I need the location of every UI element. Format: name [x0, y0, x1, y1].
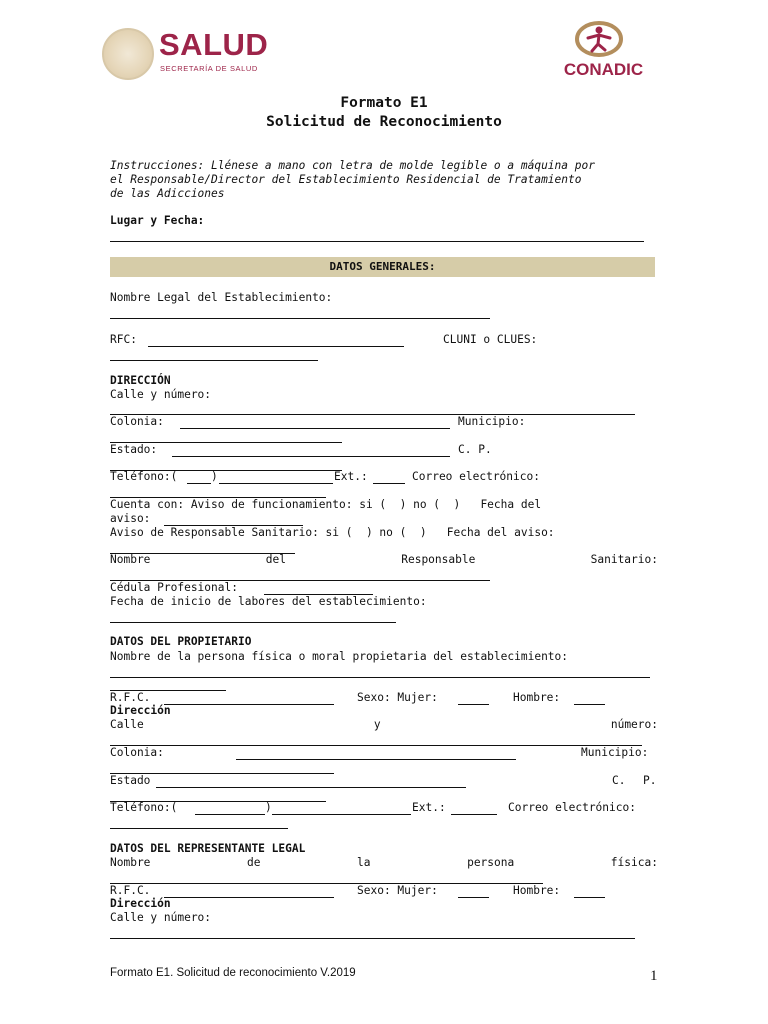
conadic-emblem-icon — [574, 20, 624, 58]
propietario-ext-line[interactable] — [451, 814, 497, 815]
representante-sexo-label: Sexo: Mujer: — [357, 884, 438, 897]
ext-line[interactable] — [373, 483, 405, 484]
colonia-label: Colonia: — [110, 415, 164, 428]
propietario-hombre-label: Hombre: — [513, 691, 561, 704]
footer-text: Formato E1. Solicitud de reconocimiento V.2019 — [110, 967, 356, 979]
propietario-rfc-line[interactable] — [164, 704, 334, 705]
responsable-word: Responsable — [401, 553, 476, 566]
propietario-rfc-label: R.F.C. — [110, 691, 151, 704]
direccion-heading: DIRECCIÓN — [110, 374, 171, 387]
page-number: 1 — [650, 968, 658, 984]
datos-generales-heading: DATOS GENERALES: — [329, 260, 436, 273]
rep-de-word: de — [246, 856, 261, 869]
municipio-label: Municipio: — [458, 415, 526, 428]
instructions-line-2: el Responsable/Director del Establecimiento Residencial de Tratamiento — [110, 173, 582, 186]
propietario-colonia-line[interactable] — [236, 759, 516, 760]
aviso-funcionamiento-label: Cuenta con: Aviso de funcionamiento: si ( ) no ( ) Fecha del — [110, 498, 542, 511]
propietario-telefono-close: ) — [265, 801, 272, 814]
estado-label: Estado: — [110, 443, 158, 456]
calle-label: Calle y número: — [110, 388, 212, 401]
representante-nombre-row — [110, 856, 658, 870]
mexico-seal-icon — [102, 28, 154, 80]
cluni-label: CLUNI o CLUES: — [443, 333, 538, 346]
ext-label: Ext.: — [334, 470, 368, 483]
representante-heading: DATOS DEL REPRESENTANTE LEGAL — [110, 842, 306, 855]
rep-nombre-word: Nombre — [110, 856, 151, 869]
representante-calle-line[interactable] — [110, 938, 635, 939]
rep-la-word: la — [357, 856, 371, 869]
propietario-cp-c: C. — [612, 774, 626, 787]
propietario-hombre-line[interactable] — [574, 704, 605, 705]
telefono-label: Teléfono:( — [110, 470, 178, 483]
aviso-responsable-label: Aviso de Responsable Sanitario: si ( ) no ( ) Fecha del aviso: — [110, 526, 555, 539]
rfc-label: RFC: — [110, 333, 137, 346]
salud-wordmark: SALUD — [159, 27, 269, 62]
representante-calle-label: Calle y número: — [110, 911, 212, 924]
rep-persona-word: persona — [467, 856, 515, 869]
rfc-line[interactable] — [148, 346, 404, 347]
representante-rfc-label: R.F.C. — [110, 884, 151, 897]
propietario-estado-label: Estado — [110, 774, 151, 787]
conadic-logo — [540, 16, 660, 82]
propietario-estado-line[interactable] — [156, 787, 466, 788]
sanitario-word: Sanitario: — [590, 553, 658, 566]
lugar-fecha-line[interactable] — [110, 241, 644, 242]
propietario-mujer-line[interactable] — [458, 704, 489, 705]
telefono-close: ) — [211, 470, 218, 483]
instructions-line-1: Instrucciones: Llénese a mano con letra de molde legible o a máquina por — [110, 159, 595, 172]
representante-hombre-line[interactable] — [574, 897, 605, 898]
form-subtitle: Solicitud de Reconocimiento — [266, 114, 502, 130]
secretaria-de-salud-label: SECRETARÍA DE SALUD — [160, 64, 258, 73]
salud-logo — [102, 28, 302, 76]
propietario-lada-line[interactable] — [195, 814, 265, 815]
propietario-nombre-label: Nombre de la persona física o moral propietaria del establecimiento: — [110, 650, 569, 663]
propietario-sexo-label: Sexo: Mujer: — [357, 691, 438, 704]
propietario-nombre-line[interactable] — [110, 677, 650, 678]
fecha-inicio-line[interactable] — [110, 622, 396, 623]
calle-word: Calle — [110, 718, 144, 731]
cluni-line[interactable] — [110, 360, 318, 361]
colonia-line[interactable] — [180, 428, 450, 429]
propietario-telefono-line[interactable] — [272, 814, 411, 815]
numero-word: número: — [610, 718, 658, 731]
nombre-word: Nombre — [110, 553, 151, 566]
cedula-label: Cédula Profesional: — [110, 581, 238, 594]
nombre-responsable-row — [110, 553, 658, 567]
representante-mujer-line[interactable] — [458, 897, 489, 898]
representante-nombre-line[interactable] — [110, 883, 543, 884]
representante-hombre-label: Hombre: — [513, 884, 561, 897]
propietario-ext-label: Ext.: — [412, 801, 446, 814]
correo-label: Correo electrónico: — [412, 470, 540, 483]
propietario-colonia-label: Colonia: — [110, 746, 164, 759]
aviso-label: aviso: — [110, 512, 151, 525]
propietario-municipio-label: Municipio: — [581, 746, 649, 759]
y-word: y — [373, 718, 381, 731]
propietario-direccion-heading: Dirección — [110, 704, 171, 717]
propietario-telefono-label: Teléfono:( — [110, 801, 178, 814]
datos-generales-band — [110, 257, 655, 277]
rep-fisica-word: física: — [610, 856, 658, 869]
nombre-legal-label: Nombre Legal del Establecimiento: — [110, 291, 333, 304]
telefono-line[interactable] — [219, 483, 333, 484]
form-title: Formato E1 — [340, 95, 428, 111]
propietario-heading: DATOS DEL PROPIETARIO — [110, 635, 252, 648]
instructions-line-3: de las Adicciones — [110, 187, 225, 200]
propietario-correo-label: Correo electrónico: — [508, 801, 636, 814]
representante-direccion-heading: Dirección — [110, 897, 171, 910]
conadic-wordmark: CONADIC — [563, 60, 644, 79]
nombre-legal-line[interactable] — [110, 318, 490, 319]
propietario-calle-row — [110, 718, 658, 732]
propietario-correo-line[interactable] — [110, 828, 288, 829]
propietario-cp-p: P. — [643, 774, 657, 787]
fecha-inicio-label: Fecha de inicio de labores del establecimiento: — [110, 595, 427, 608]
propietario-calle-line[interactable] — [110, 745, 642, 746]
cp-label: C. P. — [458, 443, 492, 456]
del-word: del — [265, 553, 286, 566]
lada-line[interactable] — [187, 483, 211, 484]
calle-line[interactable] — [110, 414, 635, 415]
representante-rfc-line[interactable] — [164, 897, 334, 898]
estado-line[interactable] — [172, 456, 450, 457]
lugar-fecha-label: Lugar y Fecha: — [110, 214, 205, 227]
